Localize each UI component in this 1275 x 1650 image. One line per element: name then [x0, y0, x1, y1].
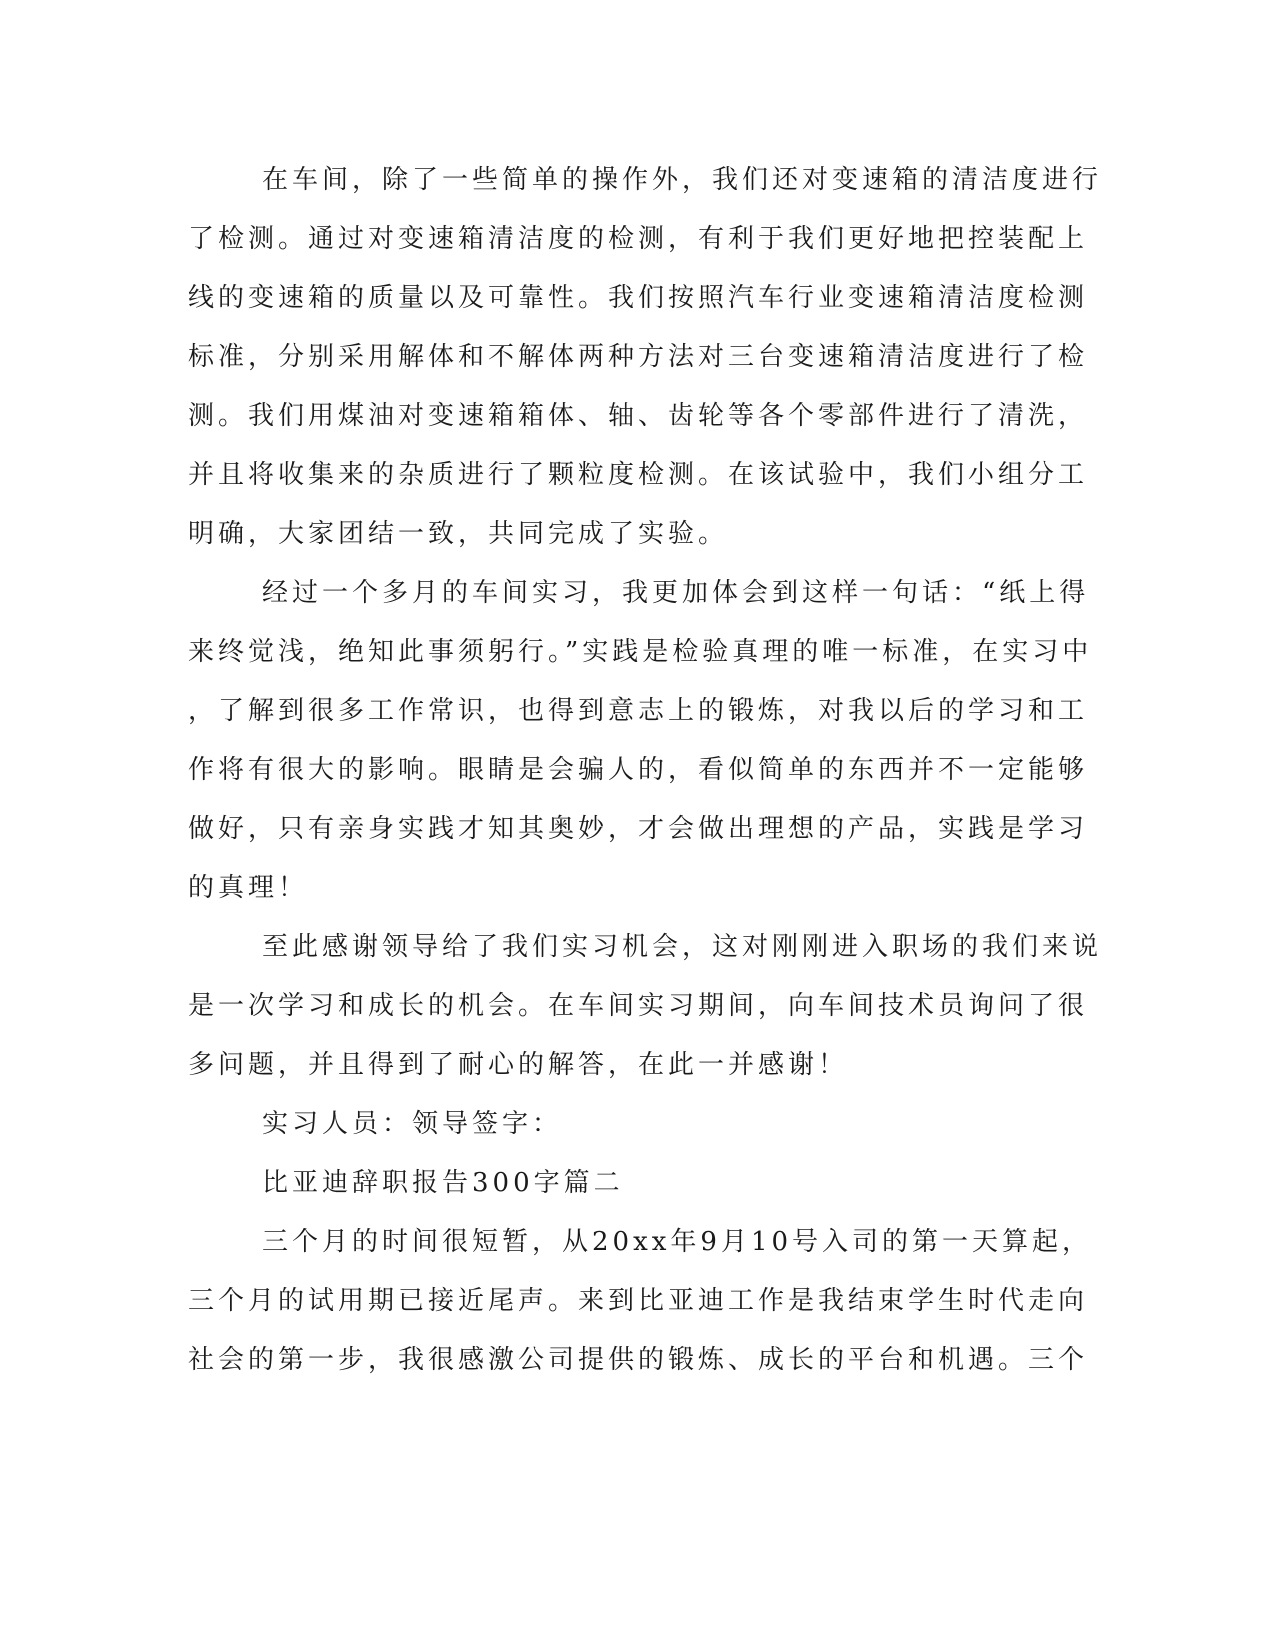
text-line: 并且将收集来的杂质进行了颗粒度检测。在该试验中，我们小组分工 [188, 460, 1089, 490]
text-line: 测。我们用煤油对变速箱箱体、轴、齿轮等各个零部件进行了清洗， [188, 401, 1089, 431]
text-line: 三个月的试用期已接近尾声。来到比亚迪工作是我结束学生时代走向 [188, 1286, 1089, 1316]
text-line: ，了解到很多工作常识，也得到意志上的锻炼，对我以后的学习和工 [188, 696, 1089, 726]
text-line: 标准，分别采用解体和不解体两种方法对三台变速箱清洁度进行了检 [188, 342, 1089, 372]
signature-line: 实习人员：领导签字： [262, 1109, 563, 1139]
text-line: 做好，只有亲身实践才知其奥妙，才会做出理想的产品，实践是学习 [188, 814, 1089, 844]
text-line: 社会的第一步，我很感激公司提供的锻炼、成长的平台和机遇。三个 [188, 1345, 1089, 1375]
text-line: 了检测。通过对变速箱清洁度的检测，有利于我们更好地把控装配上 [188, 224, 1089, 254]
text-line: 来终觉浅，绝知此事须躬行。”实践是检验真理的唯一标准，在实习中 [188, 637, 1093, 667]
text-line: 的真理！ [188, 873, 309, 903]
text-line: 至此感谢领导给了我们实习机会，这对刚刚进入职场的我们来说 [262, 932, 1103, 962]
section-heading: 比亚迪辞职报告300字篇二 [262, 1168, 624, 1198]
text-line: 多问题，并且得到了耐心的解答，在此一并感谢！ [188, 1050, 849, 1080]
text-line: 是一次学习和成长的机会。在车间实习期间，向车间技术员询问了很 [188, 991, 1089, 1021]
text-line: 经过一个多月的车间实习，我更加体会到这样一句话：“纸上得 [262, 578, 1090, 608]
text-line: 明确，大家团结一致，共同完成了实验。 [188, 519, 729, 549]
text-line: 线的变速箱的质量以及可靠性。我们按照汽车行业变速箱清洁度检测 [188, 283, 1089, 313]
text-line: 三个月的时间很短暂，从20xx年9月10号入司的第一天算起， [262, 1227, 1093, 1257]
text-line: 作将有很大的影响。眼睛是会骗人的，看似简单的东西并不一定能够 [188, 755, 1089, 785]
text-line: 在车间，除了一些简单的操作外，我们还对变速箱的清洁度进行 [262, 165, 1103, 195]
